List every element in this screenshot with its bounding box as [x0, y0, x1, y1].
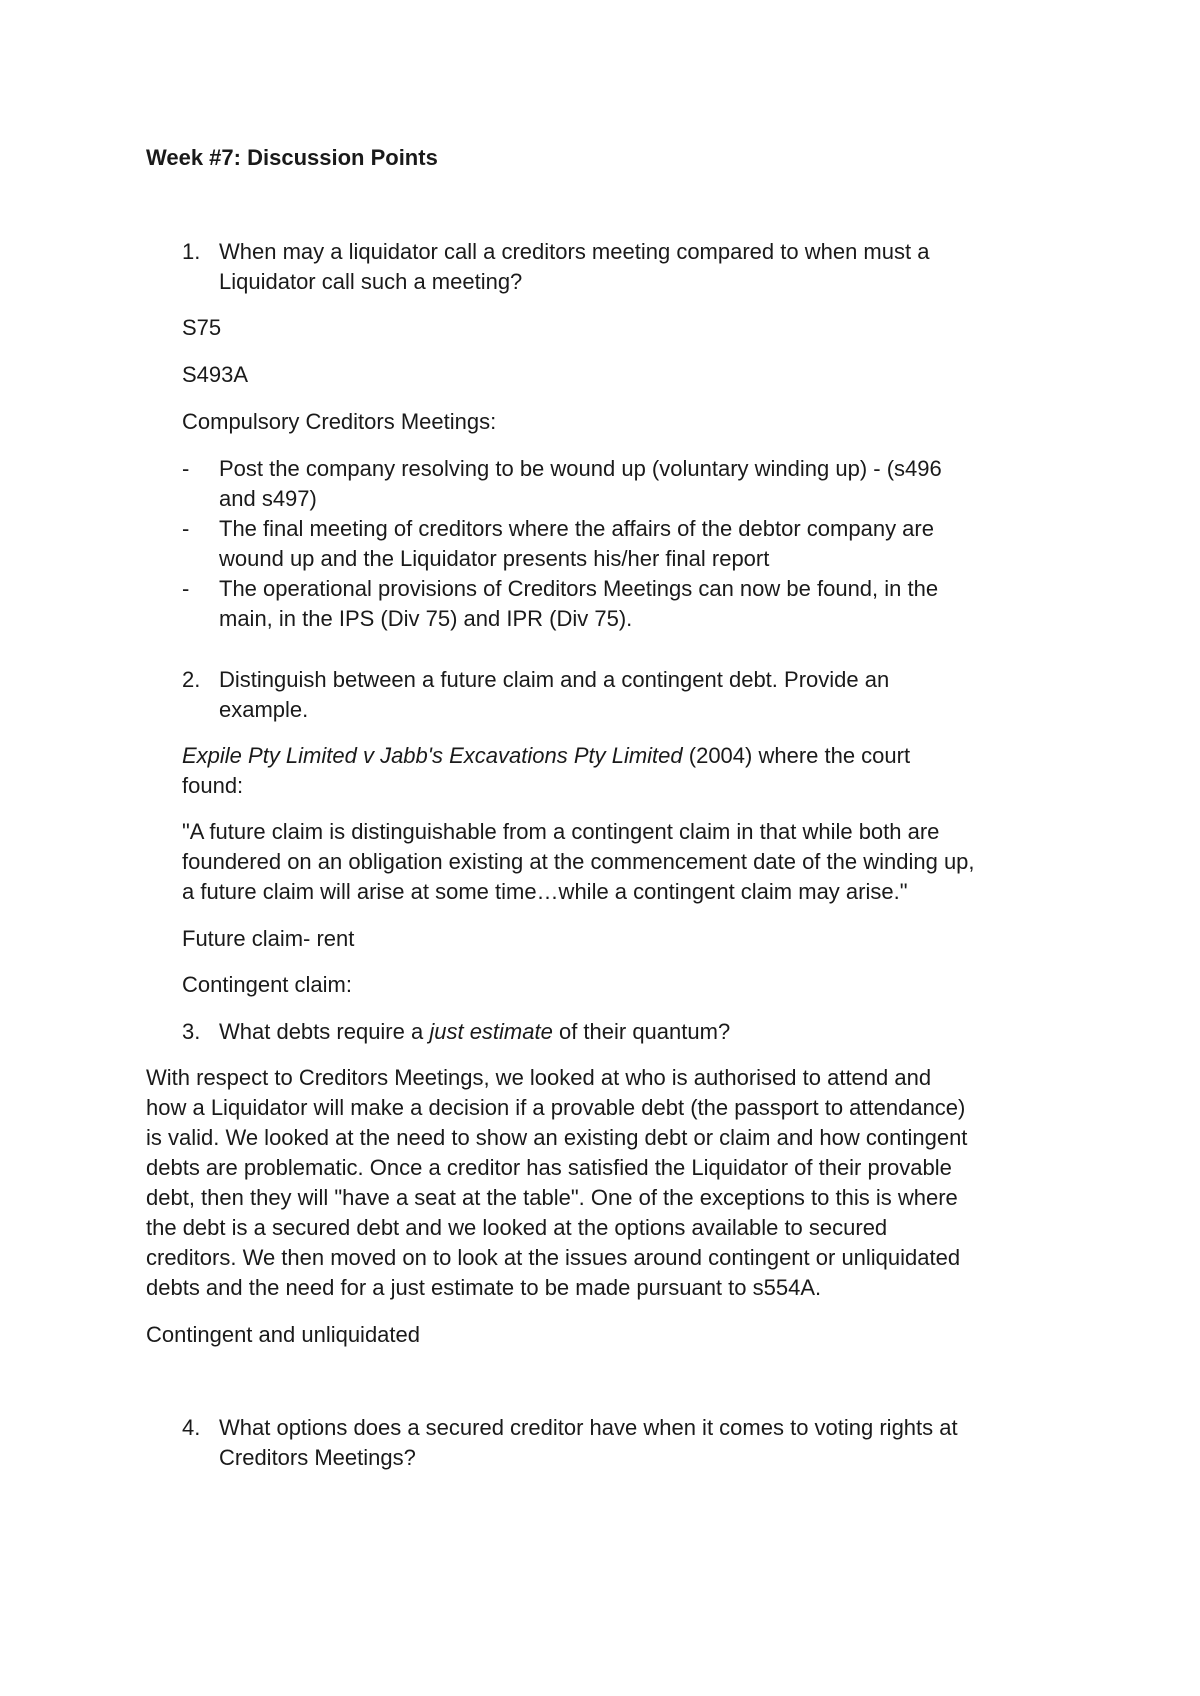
case-citation-line-2: found: [182, 773, 244, 798]
case-citation [182, 741, 910, 771]
case-name: Expile Pty Limited v Jabb's Excavations Pty Limited [182, 743, 683, 768]
summary-line-6: the debt is a secured debt and we looked at the options available to secured [146, 1215, 888, 1240]
contingent-unliquidated-note: Contingent and unliquidated [146, 1322, 421, 1347]
quote-line-1: "A future claim is distinguishable from a contingent claim in that while both are [182, 819, 940, 844]
question-3-text-after: of their quantum? [552, 1019, 731, 1044]
question-4-line-2: Creditors Meetings? [219, 1445, 416, 1470]
bullet-dash: - [182, 516, 190, 541]
page-title: Week #7: Discussion Points [146, 145, 438, 170]
bullet-1-line-1: Post the company resolving to be wound up (voluntary winding up) - (s496 [219, 456, 942, 481]
question-2-line-1: Distinguish between a future claim and a contingent debt. Provide an [219, 667, 890, 692]
summary-line-2: how a Liquidator will make a decision if a provable debt (the passport to attendance) [146, 1095, 966, 1120]
question-3-text [219, 1017, 730, 1047]
quote-line-2: foundered on an obligation existing at the commencement date of the winding up, [182, 849, 975, 874]
summary-line-8: debts and the need for a just estimate to be made pursuant to s554A. [146, 1275, 822, 1300]
summary-line-1: With respect to Creditors Meetings, we looked at who is authorised to attend and [146, 1065, 932, 1090]
question-3-text-italic: just estimate [429, 1019, 553, 1044]
bullet-3-line-2: main, in the IPS (Div 75) and IPR (Div 75). [219, 606, 633, 631]
question-4-line-1: What options does a secured creditor have when it comes to voting rights at [219, 1415, 958, 1440]
bullet-2-line-1: The final meeting of creditors where the affairs of the debtor company are [219, 516, 934, 541]
summary-line-4: debts are problematic. Once a creditor has satisfied the Liquidator of their provable [146, 1155, 952, 1180]
question-1-line-2: Liquidator call such a meeting? [219, 269, 523, 294]
question-1-line-1: When may a liquidator call a creditors meeting compared to when must a [219, 239, 930, 264]
question-2-number: 2. [182, 667, 201, 692]
reference-s493a: S493A [182, 362, 249, 387]
summary-line-5: debt, then they will "have a seat at the table". One of the exceptions to this is where [146, 1185, 958, 1210]
summary-line-7: creditors. We then moved on to look at the issues around contingent or unliquidated [146, 1245, 961, 1270]
question-4-number: 4. [182, 1415, 201, 1440]
question-3-number: 3. [182, 1019, 201, 1044]
contingent-claim-note: Contingent claim: [182, 972, 352, 997]
bullet-1-line-2: and s497) [219, 486, 317, 511]
compulsory-heading: Compulsory Creditors Meetings: [182, 409, 497, 434]
question-2-line-2: example. [219, 697, 309, 722]
question-3-text-before: What debts require a [219, 1019, 430, 1044]
bullet-dash: - [182, 456, 190, 481]
quote-line-3: a future claim will arise at some time…while a contingent claim may arise." [182, 879, 908, 904]
question-1-number: 1. [182, 239, 201, 264]
case-citation-rest: (2004) where the court [682, 743, 911, 768]
reference-s75: S75 [182, 315, 222, 340]
bullet-dash: - [182, 576, 190, 601]
bullet-3-line-1: The operational provisions of Creditors Meetings can now be found, in the [219, 576, 939, 601]
bullet-2-line-2: wound up and the Liquidator presents his/her final report [219, 546, 770, 571]
summary-line-3: is valid. We looked at the need to show an existing debt or claim and how contingent [146, 1125, 968, 1150]
future-claim-note: Future claim- rent [182, 926, 355, 951]
